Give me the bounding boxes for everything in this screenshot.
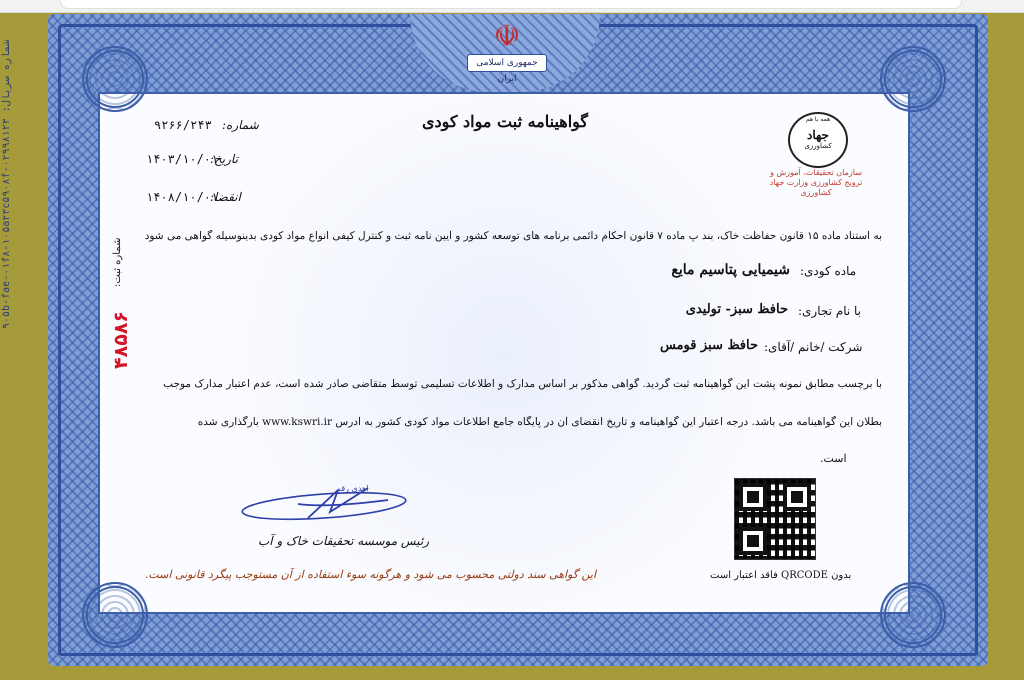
page-title: گواهینامه ثبت مواد کودی — [421, 112, 589, 131]
preamble-text: به استناد ماده ۱۵ قانون حفاظت خاک، بند پ ماده ۷ قانون احکام دائمی برنامه های توسعه کشور و آیین نامه ثبت و کنترل کیفی انواع مواد کودی بدینوسیله گواهی می شود — [144, 230, 882, 242]
expiry-value: ۱۴۰۸/۱۰/۰۱ — [146, 190, 219, 204]
corner-ornament-bottom-right — [880, 582, 946, 648]
legal-footer-note: این گواهی سند دولتی محسوب می شود و هرگونه سوء استفاده از آن مستوجب پیگرد قانونی است. — [144, 568, 596, 581]
body-line-2: بطلان این گواهینامه می باشد. درجه اعتبار این گواهینامه و تاریخ انقضای آن در پایگاه جامع اطلاعات مواد کودی کشور به آدرس www.kswri.ir بارگذاری شده — [197, 416, 882, 428]
qr-finder-top-left — [739, 483, 767, 511]
logo-word: جهاد — [807, 128, 829, 142]
number-label: شماره: — [222, 118, 259, 132]
corner-ornament-bottom-left — [82, 582, 148, 648]
iran-emblem-icon: ☫ — [493, 19, 521, 54]
qr-finder-bottom-left — [739, 527, 767, 555]
registration-number-stamp: ۴۸۵۸۶ — [110, 311, 132, 369]
company-label: شرکت /خانم /آقای: — [764, 340, 863, 354]
address-pill[interactable] — [60, 0, 962, 9]
signature-scribble-text: اهدی رقم — [336, 484, 369, 493]
brand-value: حافظ سبز- تولیدی — [685, 302, 788, 317]
date-value: ۱۴۰۳/۱۰/۰۱ — [146, 152, 219, 166]
browser-top-strip — [0, 0, 1024, 13]
national-crest — [462, 20, 552, 84]
signature-scribble-icon — [238, 478, 408, 538]
body-line-3: است. — [820, 452, 847, 465]
material-value: شیمیایی پتاسیم مایع — [671, 262, 790, 278]
registration-number-label: شماره ثبت: — [112, 238, 123, 288]
signatory-title: رئیس موسسه تحقیقات خاک و آب — [258, 534, 429, 548]
body-line-1: با برچسب مطابق نمونه پشت این گواهینامه ثبت گردید. گواهی مذکور بر اساس مدارک و اطلاعات تسلیمی توسط متقاضی صادر شده است، عدم اعتبار مدارک موجب — [163, 378, 882, 390]
qr-code[interactable] — [734, 478, 816, 560]
date-label: تاریخ: — [210, 152, 238, 166]
signature — [238, 478, 408, 538]
crest-ribbon: جمهوری اسلامی ایران — [467, 54, 547, 72]
qr-note: بدون QRCODE فاقد اعتبار است — [710, 570, 852, 581]
company-value: حافظ سبز قومس — [659, 338, 758, 353]
number-value: ۹۲۶۶/۲۴۳ — [154, 118, 212, 132]
side-serial-number: شماره سریال: ۰۲۹۹۸۱۲۳-۹۰۵b-fae-۰۱f۸-۱۰۵a۲۳c۵۹۰۸f — [1, 40, 12, 330]
brand-label: با نام تجاری: — [798, 304, 862, 318]
expiry-label: انقضا: — [210, 190, 241, 204]
corner-ornament-top-right — [880, 46, 946, 112]
logo-sub: کشاورزی — [804, 142, 832, 150]
material-label: ماده کودی: — [800, 264, 857, 278]
qr-finder-top-right — [783, 483, 811, 511]
jihad-keshavarzi-logo — [788, 112, 848, 168]
logo-slogan: همه با هم — [805, 116, 831, 123]
corner-ornament-top-left — [82, 46, 148, 112]
organization-name: سازمان تحقیقات، آموزش و ترویج کشاورزی وزارت جهاد کشاورزی — [769, 168, 863, 197]
